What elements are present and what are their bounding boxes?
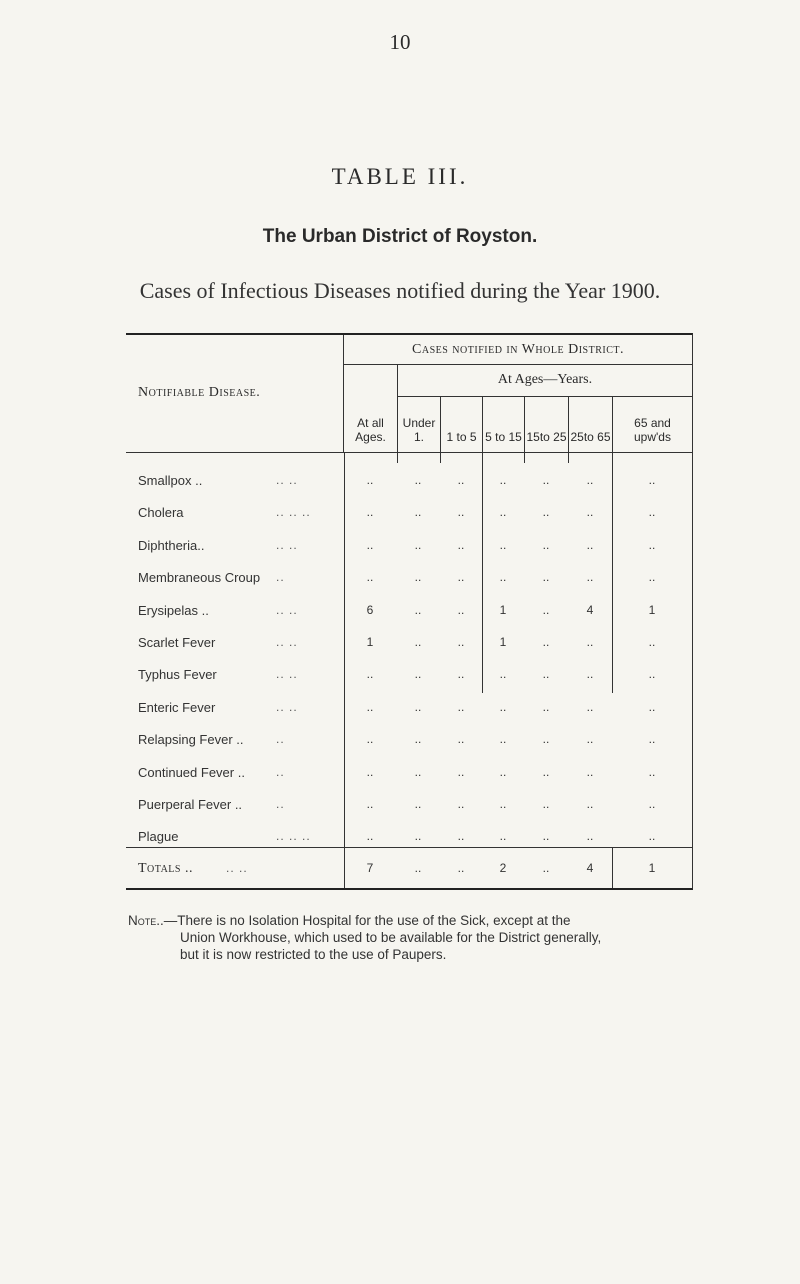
table-cell: .. — [542, 602, 550, 617]
table-cell: .. — [542, 797, 550, 811]
table-cell: .. — [457, 635, 465, 649]
note-lead: Note.. — [128, 913, 164, 928]
table-row — [126, 595, 692, 628]
totals-cell: .. — [542, 861, 550, 875]
table-cell: .. — [414, 732, 422, 747]
header-col-all-ages-line2: Ages. — [355, 430, 386, 444]
header-col-under-1-line2: 1. — [413, 430, 424, 444]
table-cell: .. — [499, 570, 507, 585]
table-cell: .. — [457, 537, 465, 552]
table-cell: .. — [499, 764, 507, 779]
table-cell: 1 — [648, 602, 656, 617]
table-cell: .. — [542, 732, 550, 747]
row-disease-label: Cholera — [138, 505, 184, 521]
column-divider — [568, 453, 569, 463]
table-cell: .. — [648, 829, 656, 844]
table-cell: .. — [542, 764, 550, 779]
row-disease-label: Diphtheria.. — [138, 537, 205, 553]
header-col-65-and-upwards — [612, 397, 692, 453]
note-line-2: Union Workhouse, which used to be available for the District generally, — [180, 930, 602, 945]
table-cell: .. — [586, 667, 594, 682]
table-cell: .. — [586, 732, 594, 747]
header-col-5-to-15-line2: 5 to 15 — [485, 430, 522, 444]
header-notifiable-disease-label: Notifiable Disease. — [138, 385, 261, 400]
row-disease-label: Membraneous Croup — [138, 570, 261, 586]
table-cell: .. — [414, 635, 422, 649]
table-row — [126, 724, 692, 757]
totals-cell: 1 — [648, 861, 656, 875]
table-cell: .. — [648, 764, 656, 779]
column-divider — [440, 453, 441, 463]
page-number: 10 — [389, 30, 411, 54]
table-cell: .. — [648, 667, 656, 682]
row-disease-label: Continued Fever .. — [138, 764, 245, 780]
table-cell: .. — [414, 797, 422, 811]
table-row — [126, 497, 692, 530]
table-cell: .. — [586, 635, 594, 649]
header-col-all-ages — [344, 365, 397, 453]
table-cell: .. — [499, 829, 507, 844]
row-leader: .. .. — [276, 699, 298, 714]
table-cell: .. — [366, 829, 374, 844]
table-row — [126, 562, 692, 595]
header-col-65-line2: upw'ds — [634, 430, 671, 444]
header-cases-notified: Cases notified in Whole District. — [344, 335, 692, 365]
table-cell: .. — [586, 829, 594, 844]
row-disease-label: Smallpox .. — [138, 473, 203, 488]
header-col-under-1-line1: Under — [402, 416, 436, 430]
header-col-15-to-25 — [524, 397, 568, 453]
table-cell: .. — [648, 797, 656, 811]
table-cell: .. — [586, 537, 594, 552]
table-cell: .. — [542, 635, 550, 649]
table-row — [126, 659, 692, 692]
row-disease-label: Scarlet Fever — [138, 635, 216, 650]
totals-cell: 2 — [499, 861, 507, 875]
row-leader: .. — [276, 764, 285, 779]
table-cell: 1 — [499, 602, 507, 617]
totals-cell: .. — [414, 861, 422, 875]
table-cell: .. — [366, 473, 374, 487]
header-col-all-ages-line1: At all — [357, 416, 384, 430]
table-cell: .. — [457, 602, 465, 617]
table-cell: .. — [414, 537, 422, 552]
totals-cell: 7 — [366, 861, 374, 875]
table-cell: .. — [648, 732, 656, 747]
table-cell: .. — [542, 473, 550, 487]
table-cell: .. — [414, 602, 422, 617]
table-cell: .. — [542, 505, 550, 520]
table-row — [126, 757, 692, 790]
header-col-25-to-65 — [568, 397, 612, 453]
table-cell: .. — [586, 505, 594, 520]
header-col-under-1 — [397, 397, 440, 453]
table-cell: .. — [499, 473, 507, 487]
table-cell: .. — [414, 570, 422, 585]
table-cell: .. — [542, 570, 550, 585]
table-cell: .. — [586, 473, 594, 487]
totals-cell: 4 — [586, 861, 594, 875]
table-cell: .. — [542, 829, 550, 844]
column-divider — [397, 453, 398, 463]
header-notifiable-disease — [126, 335, 344, 453]
table-cell: .. — [586, 699, 594, 714]
totals-label: Totals .. — [138, 861, 193, 876]
table-cell: 1 — [366, 635, 374, 649]
table-cell: .. — [648, 699, 656, 714]
table-cell: .. — [457, 732, 465, 747]
footnote — [128, 912, 688, 963]
table-cell: .. — [414, 473, 422, 487]
row-leader: .. .. — [276, 667, 298, 682]
table-cell: .. — [366, 764, 374, 779]
note-line-1: —There is no Isolation Hospital for the use of the Sick, except at the — [163, 913, 571, 928]
table-cell: .. — [648, 473, 656, 487]
totals-leader: .. .. — [226, 861, 248, 875]
table-cell: .. — [366, 732, 374, 747]
table-cell: .. — [414, 505, 422, 520]
row-leader: .. .. — [276, 635, 298, 649]
table-cell: .. — [457, 764, 465, 779]
header-col-5-to-15 — [482, 397, 524, 453]
totals-cell: .. — [457, 861, 465, 875]
row-leader: .. .. — [276, 473, 298, 487]
column-divider — [524, 453, 525, 463]
row-leader: .. .. .. — [276, 505, 311, 520]
table-cell: .. — [586, 570, 594, 585]
table-cell: .. — [499, 699, 507, 714]
row-leader: .. .. .. — [276, 829, 311, 844]
table-cell: 6 — [366, 602, 374, 617]
row-disease-label: Erysipelas .. — [138, 602, 209, 618]
table-cell: .. — [457, 699, 465, 714]
row-leader: .. — [276, 732, 285, 747]
table-cell: .. — [648, 537, 656, 552]
header-ages-group: At Ages—Years. — [397, 365, 692, 397]
table-cell: .. — [457, 570, 465, 585]
table-cell: .. — [457, 505, 465, 520]
table-row — [126, 627, 692, 660]
row-disease-label: Plague — [138, 829, 179, 845]
table-cell: .. — [499, 732, 507, 747]
row-leader: .. .. — [276, 602, 298, 617]
table-row — [126, 789, 692, 822]
row-leader: .. — [276, 570, 285, 585]
table-cell: .. — [414, 667, 422, 682]
row-leader: .. — [276, 797, 285, 811]
table-cell: .. — [648, 570, 656, 585]
subtitle: Cases of Infectious Diseases notified during the Year 1900. — [139, 278, 661, 303]
table-cell: .. — [414, 829, 422, 844]
table-cell: .. — [457, 473, 465, 487]
table-cell: .. — [648, 505, 656, 520]
row-disease-label: Puerperal Fever .. — [138, 797, 243, 812]
table-row — [126, 530, 692, 563]
table-cell: .. — [414, 699, 422, 714]
table-cell: .. — [648, 635, 656, 649]
table-cell: .. — [366, 797, 374, 811]
district-title: The Urban District of Royston. — [262, 226, 538, 247]
table-cell: .. — [366, 570, 374, 585]
table-cell: .. — [366, 537, 374, 552]
header-col-1-to-5-line2: 1 to 5 — [446, 430, 477, 444]
table-cell: .. — [586, 797, 594, 811]
row-leader: .. .. — [276, 537, 298, 552]
table-cell: .. — [499, 537, 507, 552]
table-cell: .. — [586, 764, 594, 779]
totals-row — [126, 847, 692, 888]
table-cell: 1 — [499, 635, 507, 649]
row-disease-label: Enteric Fever — [138, 699, 216, 715]
table-cell: .. — [366, 699, 374, 714]
table-cell: .. — [499, 797, 507, 811]
table-cell: .. — [542, 537, 550, 552]
table-cell: .. — [414, 764, 422, 779]
header-col-1-to-5 — [440, 397, 482, 453]
table-cell: .. — [366, 667, 374, 682]
table-row — [126, 692, 692, 725]
table-cell: .. — [366, 505, 374, 520]
header-col-65-line1: 65 and — [634, 416, 671, 430]
header-col-15-to-25-line2: 15to 25 — [526, 430, 567, 444]
header-col-25-to-65-line2: 25to 65 — [570, 430, 611, 444]
table-row — [126, 465, 692, 498]
disease-table — [126, 333, 693, 890]
table-cell: .. — [542, 667, 550, 682]
table-cell: .. — [457, 829, 465, 844]
table-cell: .. — [499, 505, 507, 520]
table-cell: .. — [499, 667, 507, 682]
table-cell: .. — [457, 797, 465, 811]
note-line-3: but it is now restricted to the use of Paupers. — [180, 947, 447, 962]
table-cell: .. — [457, 667, 465, 682]
table-title: TABLE III. — [331, 164, 469, 189]
table-cell: .. — [542, 699, 550, 714]
row-disease-label: Typhus Fever — [138, 667, 217, 683]
table-cell: 4 — [586, 602, 594, 617]
row-disease-label: Relapsing Fever .. — [138, 732, 244, 748]
